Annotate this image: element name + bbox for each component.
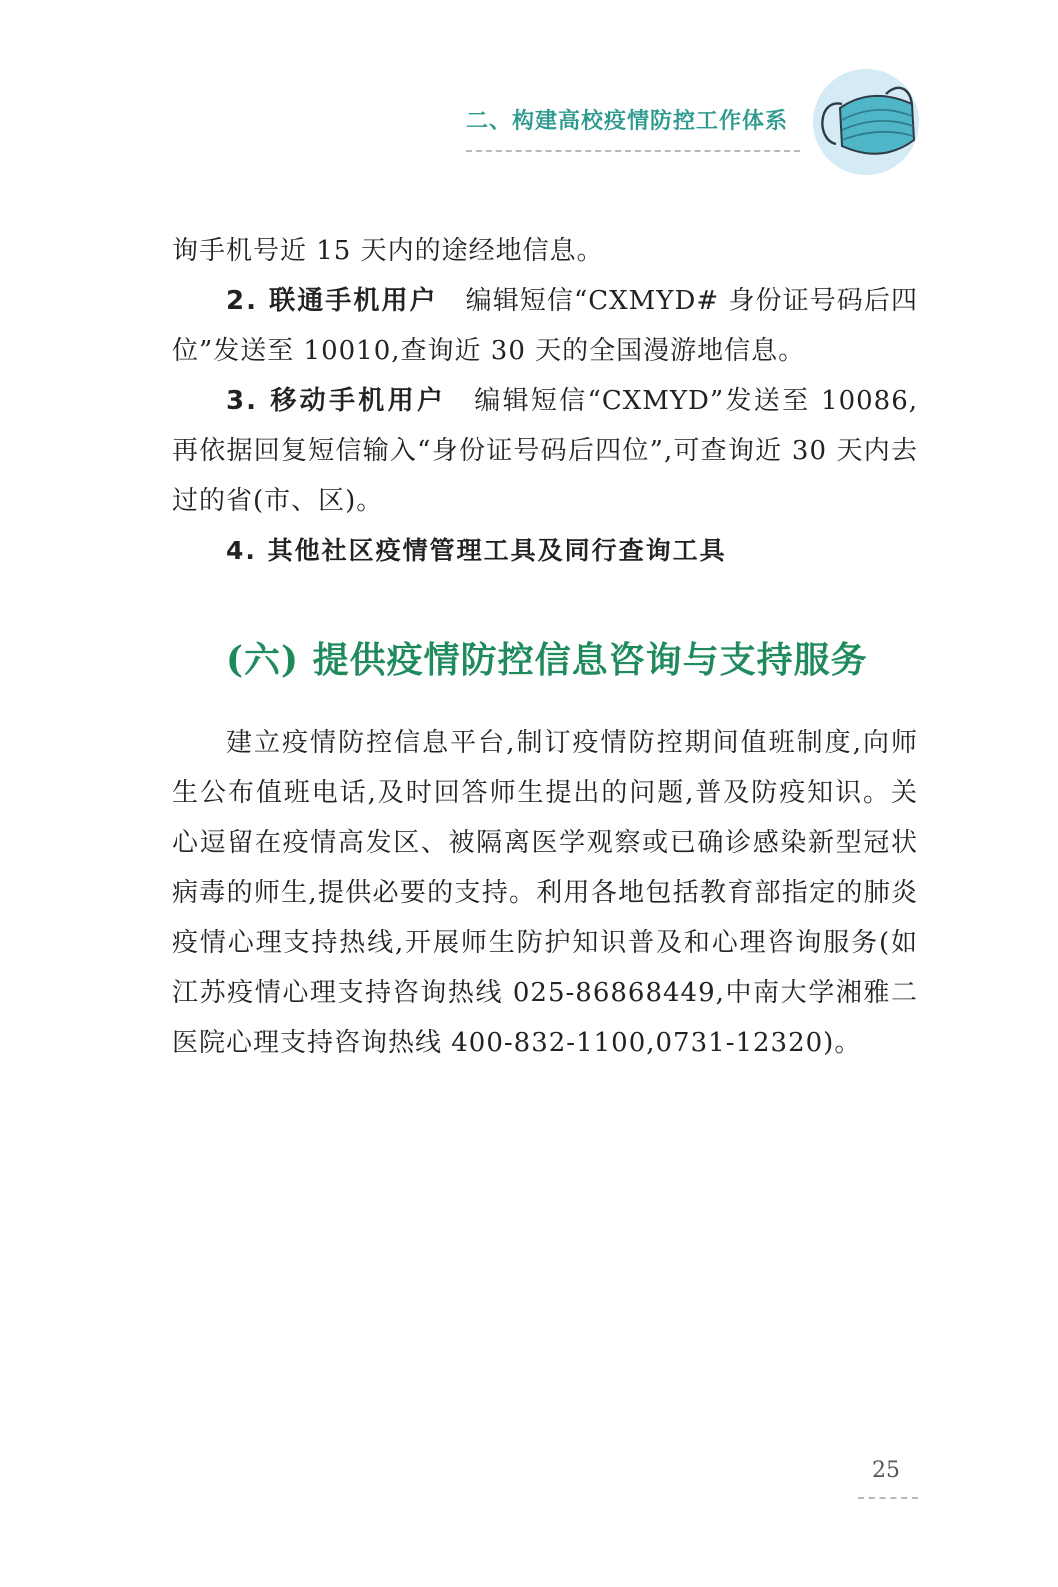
page-header	[0, 0, 1058, 200]
section-heading: (六) 提供疫情防控信息咨询与支持服务	[226, 639, 868, 681]
page-number: 25	[872, 1458, 900, 1483]
list-item-text: 编辑短信“CXMYD”发送至 10086,再依据回复短信输入“身份证号码后四位”,可查询近 30 天内去过的省(市、区)。	[172, 386, 918, 516]
chapter-title: 二、构建高校疫情防控工作体系	[466, 108, 789, 134]
section-paragraph: 建立疫情防控信息平台,制订疫情防控期间值班制度,向师生公布值班电话,及时回答师生提出的问题,普及防疫知识。关心逗留在疫情高发区、被隔离医学观察或已确诊感染新型冠状病毒的师生,提供必要的支持。利用各地包括教育部指定的肺炎疫情心理支持热线,开展师生防护知识普及和心理咨询服务(如江苏疫情心理支持咨询热线 025-86868449,中南大学湘雅二医院心理支持咨询热线 400-832-1100,0731-12320)。	[172, 728, 918, 1058]
mask-body	[840, 96, 914, 154]
face-mask-illustration	[812, 68, 920, 176]
header-divider	[466, 150, 800, 152]
list-item-other-tools: 4. 其他社区疫情管理工具及同行查询工具	[226, 536, 727, 565]
list-item-unicom	[172, 276, 918, 376]
list-item-lead: 3. 移动手机用户	[226, 386, 447, 416]
footer-divider	[858, 1497, 918, 1499]
list-item-lead: 2. 联通手机用户	[226, 286, 438, 316]
list-item-text: 编辑短信“CXMYD# 身份证号码后四位”发送至 10010,查询近 30 天的全国漫游地信息。	[172, 286, 918, 366]
face-mask-icon	[812, 68, 920, 176]
page-body	[172, 226, 918, 1068]
continuation-paragraph: 询手机号近 15 天内的途经地信息。	[172, 236, 604, 266]
list-item-mobile	[172, 376, 918, 526]
